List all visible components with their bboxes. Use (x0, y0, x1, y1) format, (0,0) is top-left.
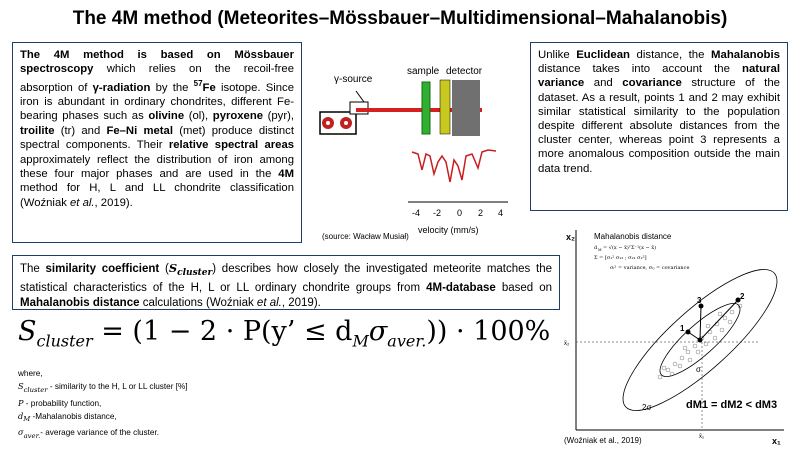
similarity-formula (18, 316, 550, 350)
text: (ol), (184, 110, 213, 123)
y-axis-label: x₂ (566, 232, 576, 242)
text-bold: troilite (20, 124, 55, 137)
symbol-sub: cluster (177, 268, 213, 279)
legend-line (18, 410, 188, 427)
text: (tr) and (54, 124, 107, 137)
text-bold: 4M-database (426, 282, 496, 295)
text-bold: Mahalanobis distance (20, 297, 140, 310)
text: isotope. Since iron is abundant in ordinary chondrites, different Fe-bearing phases such as (20, 81, 294, 123)
page-title: The 4M method (Meteorites–Mössbauer–Multidimensional–Mahalanobis) (72, 8, 728, 29)
tick-label: -4 (412, 208, 421, 218)
mean-x1: x̄₁ (699, 434, 705, 440)
text-bold: relative spectral areas (168, 139, 295, 152)
svg-text:M: M (598, 248, 602, 252)
legend-sub: M (23, 415, 31, 424)
mossbauer-spectrum (412, 150, 496, 182)
vector-2 (700, 300, 738, 340)
legend-text: - similarity to the H, L or LL cluster [%] (47, 382, 188, 391)
legend-sub: cluster (23, 385, 48, 394)
formula-sigma: σ (368, 316, 388, 347)
detector-plate (440, 80, 450, 134)
legend-text: - probability function, (23, 398, 102, 408)
text: (met) produce distinct spectral components. Their (20, 124, 294, 152)
mossbauer-credit: (source: Wacław Musiał) (322, 232, 409, 241)
svg-text:σᵢ² = variance, σᵢⱼ = covarian: σᵢ² = variance, σᵢⱼ = covariance (610, 265, 690, 271)
text: ) describes how closely the investigated meteorite matches the statistical characteristics of the H, L or LL ordinary chondrite groups from (20, 263, 552, 295)
vector-3 (700, 306, 701, 340)
legend-text: - average variance of the cluster. (40, 428, 160, 438)
sample-label: sample (407, 66, 440, 77)
tick-label: 2 (478, 208, 484, 218)
mahalanobis-description-box (530, 42, 788, 211)
text-bold: Mahalanobis (711, 49, 780, 61)
text: method for H, L and LL chondrite classification (Woźniak (20, 182, 294, 209)
svg-text:Σ = [σ₁² σ₁₂ ; σ₂₁ σ₂²]: Σ = [σ₁² σ₁₂ ; σ₂₁ σ₂²] (594, 255, 647, 261)
svg-text:d: d (594, 245, 598, 251)
axis-label: velocity (mm/s) (418, 225, 479, 235)
legend-symbol: d (18, 410, 24, 421)
text-bold: γ-radiation (92, 81, 151, 94)
text: approximately reflect the distribution of iron among these four major phases and are used in the (20, 153, 294, 181)
point-label-1: 1 (680, 324, 685, 333)
tick-label: 0 (457, 208, 463, 218)
covariance-formulas (594, 244, 689, 271)
formula-sub-m: M (352, 331, 369, 351)
point-1 (686, 330, 691, 335)
text-bold: The 4M method is based on Mössbauer spectroscopy (20, 49, 294, 76)
legend-text: -Mahalanobis distance, (30, 411, 117, 421)
detector-body (452, 80, 480, 136)
two-sigma-label: 2σ (642, 403, 652, 412)
text: , 2019). (281, 297, 321, 310)
formula-sub-cluster: cluster (36, 331, 93, 351)
sigma-label: σ (696, 365, 701, 374)
text: by the (150, 81, 194, 94)
text-bold: olivine (148, 110, 185, 123)
text-bold: similarity coefficient (45, 263, 160, 275)
text: distance, the (630, 49, 711, 61)
legend-symbol: P (18, 397, 24, 408)
text-bold: pyroxene (212, 110, 264, 123)
source-pointer (356, 91, 364, 102)
tick-label: -2 (433, 208, 442, 218)
formula-legend (18, 368, 188, 443)
source-device (320, 102, 368, 134)
legend-where: where, (18, 369, 43, 378)
point-label-2: 2 (740, 292, 745, 301)
text: structure of the dataset. As a result, points 1 and 2 may exhibit similar statistical similarity to the population despite different absolute distances from the cluster center, whereas point 3 represents a more anomalous composition outside the main data trend. (538, 77, 781, 175)
mean-x2: x̄₂ (564, 341, 570, 347)
text: which relies on the recoil-free absorption of (20, 63, 294, 94)
mossbauer-description-box (12, 42, 302, 243)
similarity-description-box (12, 255, 560, 310)
mahalanobis-diagram (560, 222, 792, 448)
legend-line (18, 397, 188, 410)
distance-result: dM1 = dM2 < dM3 (686, 399, 778, 411)
symbol-s: S (168, 261, 178, 275)
isotope-symbol: Fe (202, 81, 216, 94)
text: The (20, 263, 46, 275)
mossbauer-diagram (312, 42, 522, 242)
text-bold: natural variance (538, 63, 780, 90)
legend-sub: aver. (23, 431, 41, 440)
source-label: γ-source (334, 74, 373, 85)
diagram-header: Mahalanobis distance (594, 232, 672, 241)
text: Unlike (538, 49, 577, 61)
legend-line (18, 380, 188, 397)
legend-line (18, 426, 188, 443)
detector-label: detector (446, 66, 483, 77)
formula-part: ’ ≤ d (286, 316, 353, 347)
text: and (584, 77, 623, 90)
point-label-3: 3 (697, 296, 702, 305)
text-italic: et al. (256, 297, 282, 310)
text-bold: covariance (622, 77, 682, 90)
text: calculations (Woźniak (139, 297, 257, 310)
x-axis-label: x₁ (772, 436, 781, 446)
formula-s: S (18, 316, 37, 347)
isotope-mass: 57 (193, 78, 203, 88)
text: ( (159, 263, 169, 275)
text-bold: Fe–Ni metal (106, 124, 173, 137)
text: based on (495, 282, 552, 295)
sample-plate (422, 82, 430, 134)
tick-label: 4 (498, 208, 504, 218)
formula-part: )) · 100% (426, 316, 551, 347)
text: , 2019). (94, 196, 133, 209)
formula-part: = (1 − 2 · P(y (92, 316, 287, 347)
text-bold: 4M (278, 168, 294, 181)
mahalanobis-credit: (Woźniak et al., 2019) (564, 436, 642, 445)
legend-symbol: S (18, 381, 24, 391)
formula-sub-aver: aver. (387, 331, 427, 351)
legend-symbol: σ (18, 427, 24, 438)
text: (pyr), (263, 110, 294, 123)
text-bold: Euclidean (576, 49, 630, 61)
svg-text:= √(x − x̄)ᵀΣ⁻¹(x − x̄): = √(x − x̄)ᵀΣ⁻¹(x − x̄) (603, 245, 657, 251)
text: distance takes into account the (538, 63, 743, 76)
text-italic: et al. (70, 196, 95, 209)
